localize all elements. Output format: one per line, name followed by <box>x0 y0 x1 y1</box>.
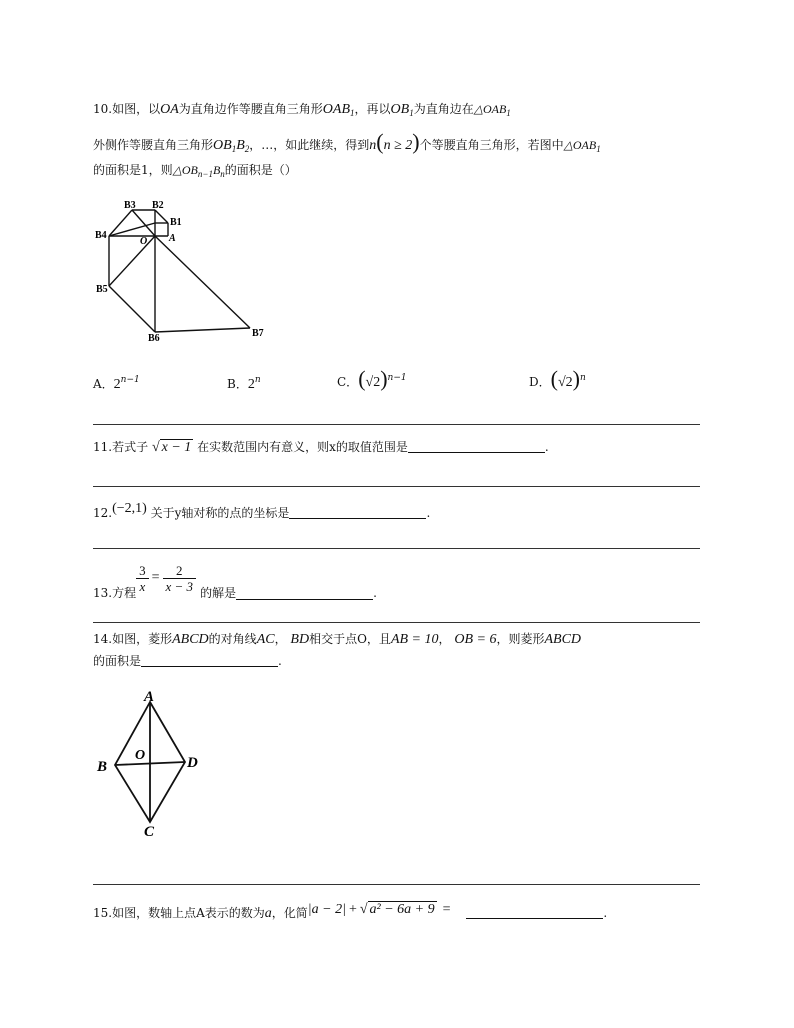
option-exp: n <box>254 375 261 385</box>
label-O: O <box>135 748 146 763</box>
option-exp: n <box>579 373 586 383</box>
q10-figure-lines <box>109 210 250 332</box>
q10-text: 的面积是1，则 <box>93 163 173 177</box>
question-number: 10. <box>93 102 113 116</box>
rhombus-lines <box>115 702 185 822</box>
q11-text: 若式子 <box>112 440 149 454</box>
q14-text: 的对角线 <box>208 632 257 646</box>
q10-option-d: D．$(√2)^n$ <box>529 366 586 391</box>
q11-text: 在实数范围内有意义，则x的取值范围是 <box>197 440 408 454</box>
label-B4: B4 <box>95 230 107 241</box>
q11 <box>93 440 549 455</box>
separator: ， <box>438 632 451 646</box>
q14-rhombus-figure <box>95 690 210 838</box>
math-a: a <box>264 906 272 921</box>
question-number: 14. <box>93 632 113 646</box>
label-B1: B1 <box>170 217 182 228</box>
label-B5: B5 <box>96 284 108 295</box>
label-A: A <box>169 233 176 244</box>
answer-blank[interactable] <box>236 587 373 600</box>
math-AC: AC <box>256 632 275 647</box>
answer-blank[interactable] <box>289 506 426 519</box>
math-abs-expression: |a − 2| <box>307 902 346 917</box>
question-number: 12. <box>93 506 113 520</box>
math-tri-OBn: $\triangle OB_{n-1}B_n$ <box>172 163 225 179</box>
q14-text: ，则菱形 <box>496 632 545 646</box>
divider <box>93 424 700 425</box>
option-label: B． <box>227 377 248 391</box>
math-OB: OB = 6 <box>454 632 497 647</box>
q10-option-c: C．$(√2)^{n-1}$ <box>337 366 407 391</box>
q12-text: 关于y轴对称的点的坐标是 <box>150 506 290 520</box>
sqrt-expression: √ a² − 6a + 9 <box>359 902 435 917</box>
period: . <box>278 654 282 668</box>
q15 <box>93 903 607 921</box>
q15-text: 如图，数轴上点A表示的数为 <box>112 906 265 920</box>
divider <box>93 622 700 623</box>
q10-text: 个等腰直角三角形，若图中 <box>419 138 564 152</box>
label-B6: B6 <box>148 333 160 344</box>
option-label: C． <box>337 375 359 389</box>
option-exp: n−1 <box>120 375 140 385</box>
q10-text: 的面积是（） <box>224 163 297 177</box>
math-BD: BD <box>290 632 310 647</box>
plus: + <box>348 902 357 917</box>
q10-text: 为直角边在 <box>413 102 474 116</box>
question-number: 13. <box>93 586 113 600</box>
label-C: C <box>144 824 155 838</box>
math-point: (−2,1) <box>112 501 147 516</box>
label-B2: B2 <box>152 200 164 211</box>
period: . <box>373 586 377 600</box>
option-base: √2 <box>557 375 573 390</box>
q10-line1 <box>93 102 511 120</box>
option-exp: n−1 <box>387 373 407 383</box>
math-OB1: $OB_1$ <box>390 102 414 118</box>
q13-text: 的解是 <box>200 586 237 600</box>
divider <box>93 884 700 885</box>
q10-figure <box>92 194 277 346</box>
fraction-left: $\frac{3}{x}$ <box>136 563 149 594</box>
q12 <box>93 502 430 520</box>
option-base: √2 <box>365 375 381 390</box>
q13-text: 方程 <box>112 586 137 600</box>
q10-option-b <box>227 373 261 392</box>
equals: = <box>442 902 451 917</box>
option-base: 2 <box>247 377 255 392</box>
q14-text: 如图，菱形 <box>112 632 173 646</box>
label-O: O <box>140 236 148 247</box>
q14-line1 <box>93 632 581 647</box>
option-label: D． <box>529 375 551 389</box>
label-B3: B3 <box>124 200 136 211</box>
q10-text: 如图，以 <box>112 102 161 116</box>
answer-blank[interactable] <box>141 654 278 667</box>
sqrt-expression: √ x − 1 <box>151 440 192 455</box>
q10-line3 <box>93 163 297 181</box>
q13 <box>93 556 377 600</box>
q10-option-a <box>93 373 140 392</box>
answer-blank[interactable] <box>408 440 545 453</box>
q10-line2 <box>93 129 601 156</box>
divider <box>93 548 700 549</box>
period: . <box>603 906 608 920</box>
fraction-right: $\frac{2}{x - 3}$ <box>163 563 197 594</box>
q10-text: ，再以 <box>354 102 391 116</box>
question-number: 11. <box>93 440 113 454</box>
math-OA: OA <box>160 102 179 117</box>
label-B: B <box>97 759 108 775</box>
q14-text: 相交于点O，且 <box>309 632 391 646</box>
math-ABCD: ABCD <box>544 632 582 647</box>
math-tri-OAB1: $\triangle OAB_1$ <box>563 138 601 154</box>
math-tri-OAB1: $\triangle OAB_1$ <box>473 102 511 118</box>
q10-text: 为直角边作等腰直角三角形 <box>178 102 323 116</box>
separator: ， <box>274 632 287 646</box>
q10-text: ，…，如此继续，得到 <box>249 138 370 152</box>
math-n-cond: n(n ≥ 2) <box>369 129 420 154</box>
divider <box>93 486 700 487</box>
option-label: A． <box>93 377 114 391</box>
math-ABCD: ABCD <box>172 632 209 647</box>
q14-line2 <box>93 654 282 668</box>
period: . <box>426 506 431 520</box>
period: . <box>544 440 549 454</box>
math-OB1B2: $OB_1B_2$ <box>213 138 250 154</box>
label-D: D <box>187 755 198 771</box>
math-OAB1: $OAB_1$ <box>322 102 355 118</box>
label-A: A <box>144 690 155 705</box>
q10-text: 外侧作等腰直角三角形 <box>93 138 214 152</box>
q14-text: 的面积是 <box>93 654 142 668</box>
option-base: 2 <box>113 377 121 392</box>
q15-text: ，化简 <box>271 906 308 920</box>
equals: = <box>151 570 160 585</box>
math-AB: AB = 10 <box>390 632 439 647</box>
answer-blank[interactable] <box>466 906 603 919</box>
label-B7: B7 <box>252 328 264 339</box>
question-number: 15. <box>93 906 113 920</box>
